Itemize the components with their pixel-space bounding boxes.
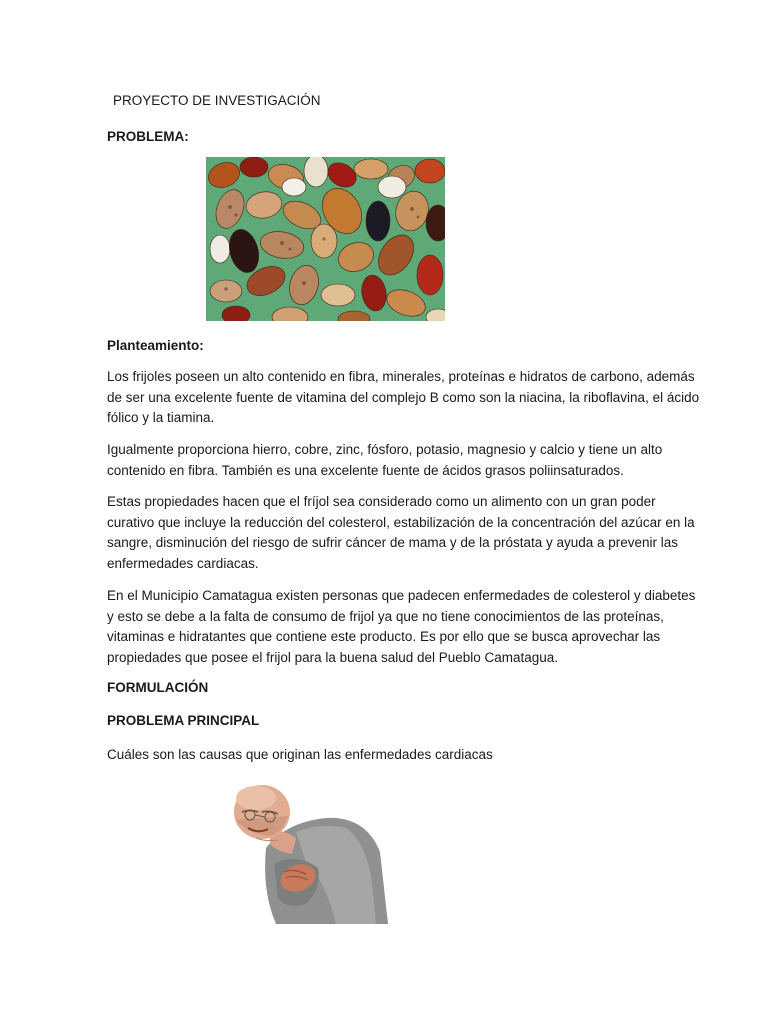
- problema-heading: PROBLEMA:: [107, 129, 189, 144]
- paragraph-line: fólico y la tiamina.: [107, 410, 215, 425]
- paragraph-line: enfermedades cardiacas.: [107, 555, 259, 571]
- paragraph-4: [107, 586, 696, 668]
- paragraph-line: En el Municipio Camatagua existen personas que padecen enfermedades de colesterol y diabetes: [107, 588, 696, 603]
- paragraph-line: contenido en fibra. También es una excelente fuente de ácidos grasos poliinsaturados.: [107, 462, 624, 478]
- paragraph-line: vitaminas e hidratantes que contiene este producto. Es por ello que se busca aprovechar las: [107, 629, 661, 644]
- paragraph-line: Igualmente proporciona hierro, cobre, zinc, fósforo, potasio, magnesio y calcio y tiene un alto: [107, 442, 663, 457]
- formulacion-heading: FORMULACIÓN: [107, 680, 209, 695]
- research-question: Cuáles son las causas que originan las enfermedades cardiacas: [107, 747, 493, 762]
- problema-principal-heading: PROBLEMA PRINCIPAL: [107, 713, 260, 728]
- paragraph-line: curativo que incluye la reducción del colesterol, estabilización de la concentración del azúcar en la: [107, 514, 695, 530]
- paragraph-2: [107, 440, 663, 481]
- paragraph-line: propiedades que posee el frijol para la buena salud del Pueblo Camatagua.: [107, 649, 559, 665]
- planteamiento-heading: Planteamiento:: [107, 338, 204, 353]
- paragraph-line: y esto se debe a la falta de consumo de frijol ya que no tiene conocimientos de las proteínas,: [107, 608, 664, 624]
- paragraph-line: Estas propiedades hacen que el fríjol sea considerado como un alimento con un gran poder: [107, 494, 656, 509]
- man-chest-pain-photo: [226, 782, 392, 924]
- paragraph-line: de ser una excelente fuente de vitamina del complejo B como son la niacina, la riboflavina, el ácido: [107, 389, 700, 405]
- beans-photo: [206, 157, 445, 321]
- paragraph-line: Los frijoles poseen un alto contenido en fibra, minerales, proteínas e hidratos de carbono, además: [107, 369, 695, 384]
- paragraph-3: [107, 492, 695, 574]
- paragraph-1: [107, 367, 700, 429]
- document-title: PROYECTO DE INVESTIGACIÓN: [113, 93, 321, 108]
- paragraph-line: sangre, disminución del riesgo de sufrir cáncer de mama y de la próstata y ayuda a prevenir las: [107, 535, 679, 550]
